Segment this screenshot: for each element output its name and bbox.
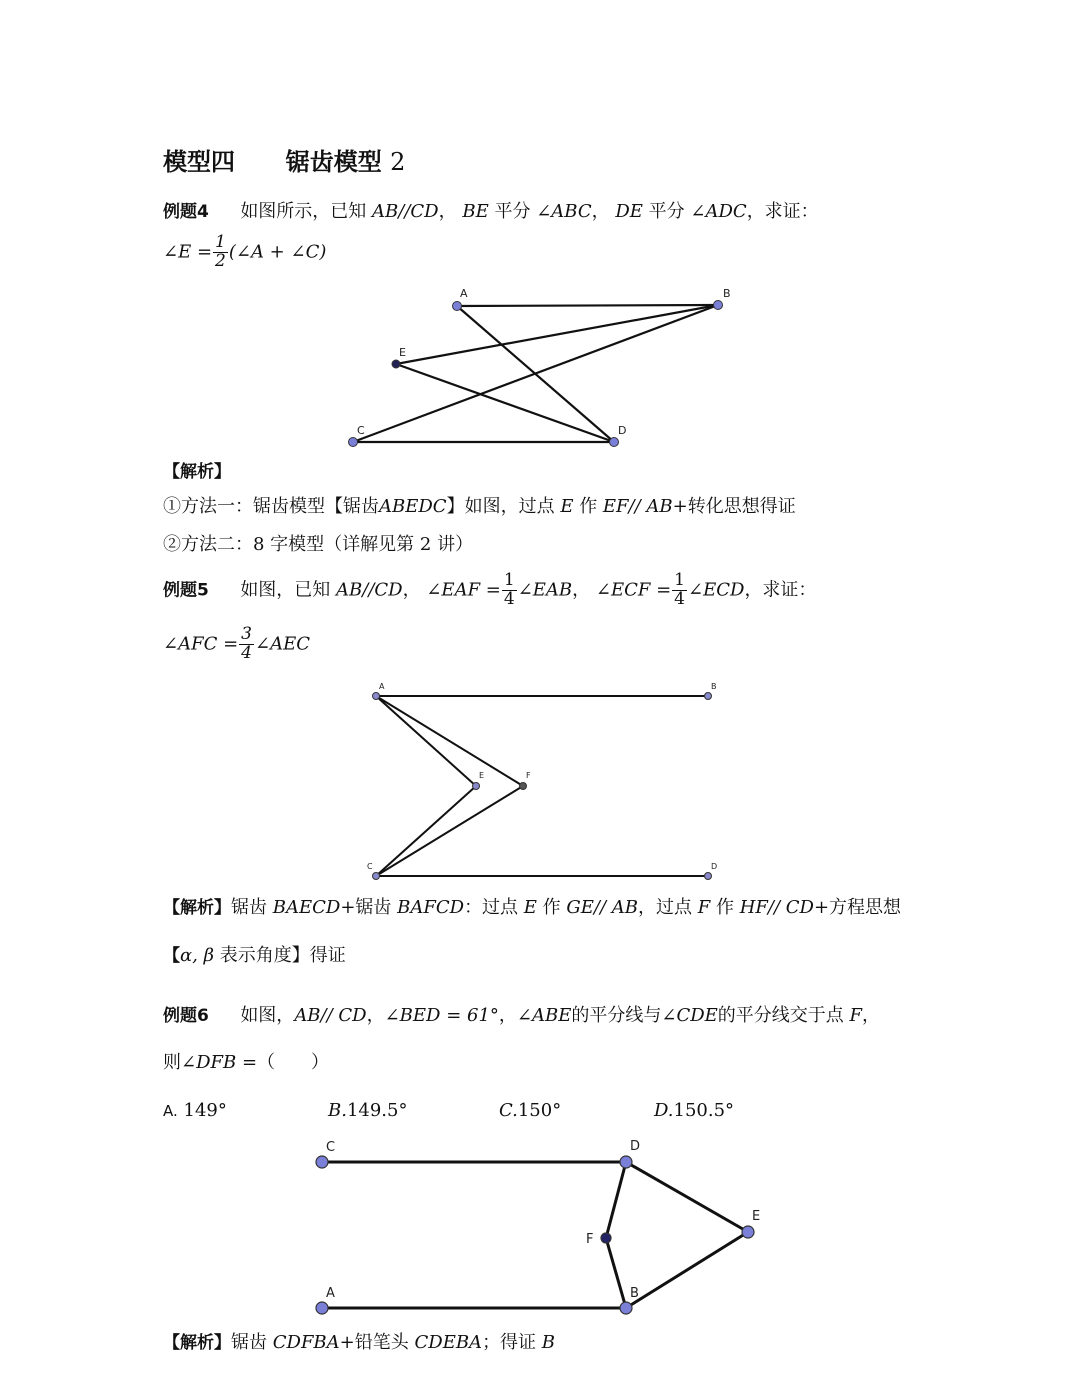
ex6-statement xyxy=(163,1001,880,1027)
ex5-text-a: 如图，已知 xyxy=(240,579,331,601)
ex5-frac1 xyxy=(502,572,517,609)
ex6-option-c-val: 150° xyxy=(517,1100,562,1121)
ex6-option-a[interactable] xyxy=(163,1100,227,1121)
ex5-point-C: C xyxy=(367,862,373,871)
ex5-f3n: 3 xyxy=(241,624,252,644)
ex5-a4: 作 xyxy=(542,897,561,918)
ex6-option-d-val: 150.5° xyxy=(673,1100,735,1121)
ex4-fraction xyxy=(213,234,228,271)
ex5-a7: +方程思想 xyxy=(813,897,902,918)
ex5-angle2b: ∠ECD xyxy=(688,579,745,601)
ex4-angle1: ∠ABC xyxy=(536,201,592,222)
ex6-option-a-val: 149° xyxy=(183,1100,227,1121)
ex5-label: 例题5 xyxy=(163,580,209,601)
ex5-a2: +锯齿 xyxy=(340,897,392,918)
ex5-a1-i: BAECD xyxy=(272,897,341,918)
ex5-angle1b: ∠EAB xyxy=(517,579,573,601)
ex4-label: 例题4 xyxy=(163,202,209,222)
ex6-point-E: E xyxy=(752,1209,761,1224)
ex5-a2-i: BAFCD xyxy=(397,897,465,918)
ex4-m1-ef: EF// AB xyxy=(602,496,673,517)
ex5-f2n: 1 xyxy=(674,570,685,590)
ex4-text-c: 平分 xyxy=(648,201,685,222)
ex5-point-A: A xyxy=(379,682,385,691)
ex6-given: AB// CD xyxy=(294,1005,367,1026)
ex4-m1-prefix: ①方法一：锯齿模型【锯齿 xyxy=(163,496,379,517)
ex5-given: AB//CD xyxy=(336,579,403,601)
ex6-option-b-key: B. xyxy=(328,1100,347,1121)
ex5-sep1: ， xyxy=(402,579,421,601)
ex5-f1n: 1 xyxy=(503,570,515,590)
ex5-f1d: 4 xyxy=(503,588,515,609)
ex6-point-C: C xyxy=(326,1140,336,1155)
section-heading xyxy=(163,142,405,177)
ex5-point-B: B xyxy=(711,682,717,691)
ex4-given3: DE xyxy=(615,201,643,222)
ex6-option-b-val: 149.5° xyxy=(346,1100,408,1121)
ex6-point-B: B xyxy=(630,1286,639,1301)
ex6-option-d-key: D. xyxy=(654,1100,674,1121)
ex4-formula-lhs: ∠E = xyxy=(163,241,213,263)
ex4-angle2: ∠ADC xyxy=(690,201,747,222)
ex6-option-c-key: C. xyxy=(499,1100,518,1121)
ex4-sep1: ， xyxy=(438,201,457,222)
ex6-option-a-key: A. xyxy=(163,1102,178,1120)
ex4-point-B: B xyxy=(723,287,731,300)
ex5-sep2: ， xyxy=(572,579,591,601)
ex6-question xyxy=(163,1048,329,1074)
ex4-point-D: D xyxy=(618,424,627,437)
ex4-text-d: ，求证： xyxy=(746,201,819,222)
ex5-analysis-line2 xyxy=(163,941,346,967)
ex5-frac2 xyxy=(672,572,687,609)
ex5-analysis-label: 【解析】 xyxy=(163,898,231,918)
ex6-angle2: ∠ABE xyxy=(516,1005,572,1026)
ex4-text-a: 如图所示，已知 xyxy=(240,201,367,222)
ex5-point-E: E xyxy=(479,771,485,780)
ex4-method1 xyxy=(163,492,796,518)
ex5-text-b: ，求证： xyxy=(744,579,817,601)
ex6-a3: ；得证 xyxy=(482,1332,537,1353)
heading-model: 模型四 xyxy=(163,148,235,176)
ex6-option-c[interactable] xyxy=(499,1100,561,1121)
ex5-concl-rhs: ∠AEC xyxy=(254,633,310,655)
ex4-point-E: E xyxy=(399,346,406,359)
ex5-angle1: ∠EAF = xyxy=(426,579,501,601)
ex6-text-d: ， xyxy=(862,1005,881,1026)
ex6-angle3: ∠CDE xyxy=(661,1005,718,1026)
ex6-option-d[interactable] xyxy=(654,1100,734,1121)
ex4-sep2: ， xyxy=(591,201,610,222)
ex6-a1: 锯齿 xyxy=(231,1332,267,1353)
ex6-text-a: 如图， xyxy=(240,1005,295,1026)
ex4-m1-abedc: ABEDC xyxy=(379,496,447,517)
ex5-a5: ，过点 xyxy=(638,897,693,918)
ex5-concl-lhs: ∠AFC = xyxy=(163,633,239,655)
ex5-f2d: 4 xyxy=(674,588,685,609)
heading-num: 2 xyxy=(390,148,406,176)
ex6-q-prefix: 则 xyxy=(163,1052,181,1073)
ex5-point-D: D xyxy=(711,862,718,871)
ex4-m1-mid: 】如图，过点 xyxy=(446,496,555,517)
ex4-method2: ②方法二：8 字模型（详解见第 2 讲） xyxy=(163,534,474,555)
ex6-pt: F xyxy=(849,1005,863,1026)
ex5-a6: 作 xyxy=(715,897,734,918)
ex4-given1: AB//CD xyxy=(372,201,439,222)
ex5-a3-i: E xyxy=(523,897,537,918)
ex6-point-F: F xyxy=(586,1232,594,1247)
ex6-option-b[interactable] xyxy=(328,1100,407,1121)
ex6-point-D: D xyxy=(630,1139,641,1154)
ex6-a3-i: B xyxy=(541,1332,556,1353)
ex5-analysis xyxy=(163,893,901,919)
ex5-a4-i: GE// AB xyxy=(566,897,639,918)
ex5-statement xyxy=(163,572,816,609)
ex4-given2: BE xyxy=(462,201,489,222)
ex6-label: 例题6 xyxy=(163,1006,209,1026)
ex5-line2-rest: 表示角度】得证 xyxy=(219,945,346,966)
ex6-sep2: ， xyxy=(498,1005,517,1026)
ex5-line2-open: 【 xyxy=(163,946,180,966)
heading-name: 锯齿模型 xyxy=(285,148,382,176)
ex5-a1: 锯齿 xyxy=(231,897,267,918)
ex5-a6-i: HF// CD xyxy=(739,897,814,918)
ex5-conclusion xyxy=(163,626,310,663)
ex5-frac3 xyxy=(239,626,254,663)
ex6-a2-i: CDEBA xyxy=(414,1332,483,1353)
ex4-formula-rhs: (∠A + ∠C) xyxy=(228,241,327,263)
ex5-a3: ：过点 xyxy=(464,897,519,918)
ex4-text-b: 平分 xyxy=(494,201,531,222)
ex5-angle2: ∠ECF = xyxy=(595,579,672,601)
ex6-angle: ∠BED = 61° xyxy=(384,1005,499,1026)
ex5-f3d: 4 xyxy=(241,642,252,663)
ex5-a5-i: F xyxy=(697,897,711,918)
ex4-m1-end: +转化思想得证 xyxy=(672,496,796,517)
ex6-a2: +铅笔头 xyxy=(339,1332,409,1353)
ex6-q-blank: （ ） xyxy=(257,1052,330,1073)
ex4-point-A: A xyxy=(460,287,468,300)
ex6-analysis-label: 【解析】 xyxy=(163,1333,231,1353)
ex4-formula xyxy=(163,234,326,271)
ex4-frac-d: 2 xyxy=(215,250,226,271)
ex6-a1-i: CDFBA xyxy=(272,1332,340,1353)
ex6-sep1: ， xyxy=(366,1005,385,1026)
ex6-point-A: A xyxy=(326,1286,335,1301)
ex6-analysis xyxy=(163,1328,555,1354)
ex4-m1-mid2: 作 xyxy=(579,496,598,517)
ex6-text-b: 的平分线与 xyxy=(571,1005,662,1026)
ex5-point-F: F xyxy=(526,771,531,780)
ex4-m1-e: E xyxy=(560,496,574,517)
ex6-q-angle: ∠DFB = xyxy=(181,1052,258,1073)
ex6-text-c: 的平分线交于点 xyxy=(717,1005,844,1026)
ex5-line2-greek: α, β xyxy=(180,945,215,966)
ex4-frac-n: 1 xyxy=(215,232,226,252)
ex4-point-C: C xyxy=(357,424,365,437)
ex4-statement xyxy=(163,197,819,223)
ex4-analysis-label: 【解析】 xyxy=(163,462,231,482)
